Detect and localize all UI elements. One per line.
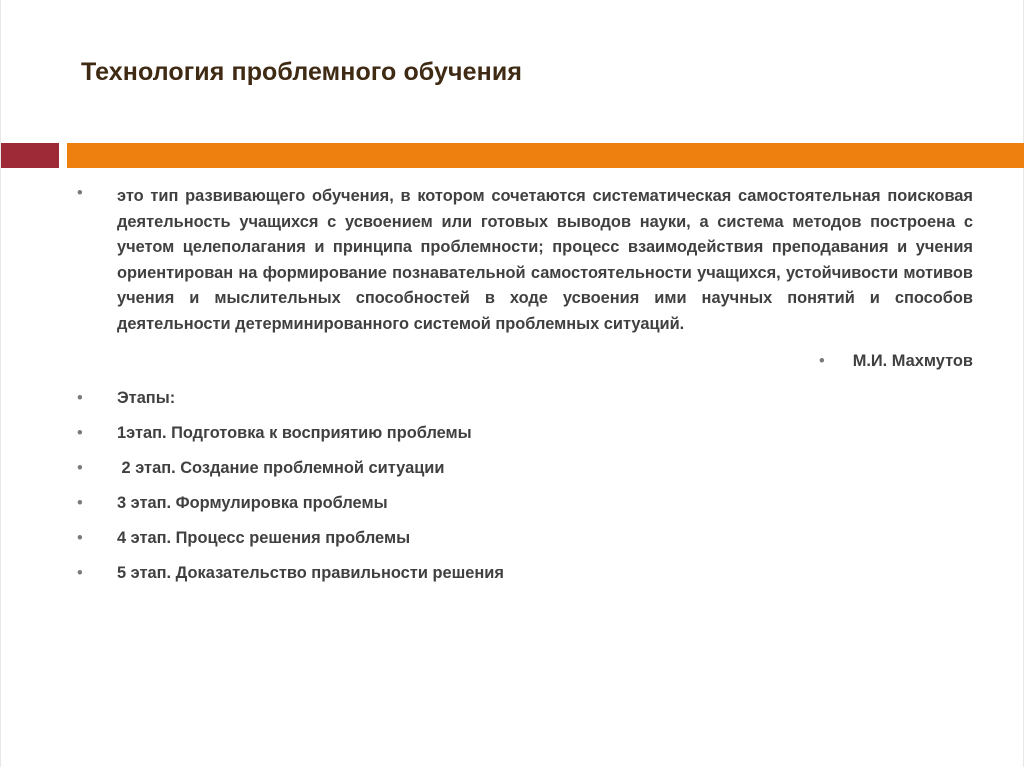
slide-content xyxy=(77,184,973,584)
bullet-icon: • xyxy=(77,563,83,582)
stages-heading-item xyxy=(77,387,973,409)
list-item xyxy=(77,422,973,444)
bullet-icon: • xyxy=(77,528,83,547)
accent-bar-right xyxy=(67,143,1024,168)
stage-text: 3 этап. Формулировка проблемы xyxy=(117,493,388,512)
slide-title: Технология проблемного обучения xyxy=(81,58,523,86)
stage-text: 1этап. Подготовка к восприятию проблемы xyxy=(117,423,472,442)
definition-text: это тип развивающего обучения, в котором сочетаются систематическая самостоятельная поисковая деятельность учащихся с усвоением или готовых выводов науки, а система методов построена с учетом целеполагания и принципа проблемности; процесс взаимодействия преподавания и учения ориентирован на формирование познавательной самостоятельности учащихся, устойчивости мотивов учения и мыслительных способностей в ходе усвоения ими научных понятий и способов деятельности детерминированного системой проблемных ситуаций. xyxy=(117,187,973,333)
definition-item xyxy=(77,184,973,338)
stage-text: 2 этап. Создание проблемной ситуации xyxy=(117,458,445,477)
bullet-icon: • xyxy=(77,388,83,407)
accent-bar-left xyxy=(1,143,59,168)
bullet-icon: • xyxy=(77,458,83,477)
list-item xyxy=(77,492,973,514)
bullet-icon: • xyxy=(818,351,825,370)
author-name: М.И. Махмутов xyxy=(852,351,973,370)
author-item xyxy=(77,350,973,372)
list-item xyxy=(77,527,973,549)
stage-text: 4 этап. Процесс решения проблемы xyxy=(117,528,411,547)
bullet-icon: • xyxy=(77,184,83,202)
stage-text: 5 этап. Доказательство правильности решения xyxy=(117,563,504,582)
stages-heading: Этапы: xyxy=(117,388,176,407)
list-item xyxy=(77,562,973,584)
list-item xyxy=(77,457,973,479)
bullet-icon: • xyxy=(77,493,83,512)
bullet-icon: • xyxy=(77,423,83,442)
